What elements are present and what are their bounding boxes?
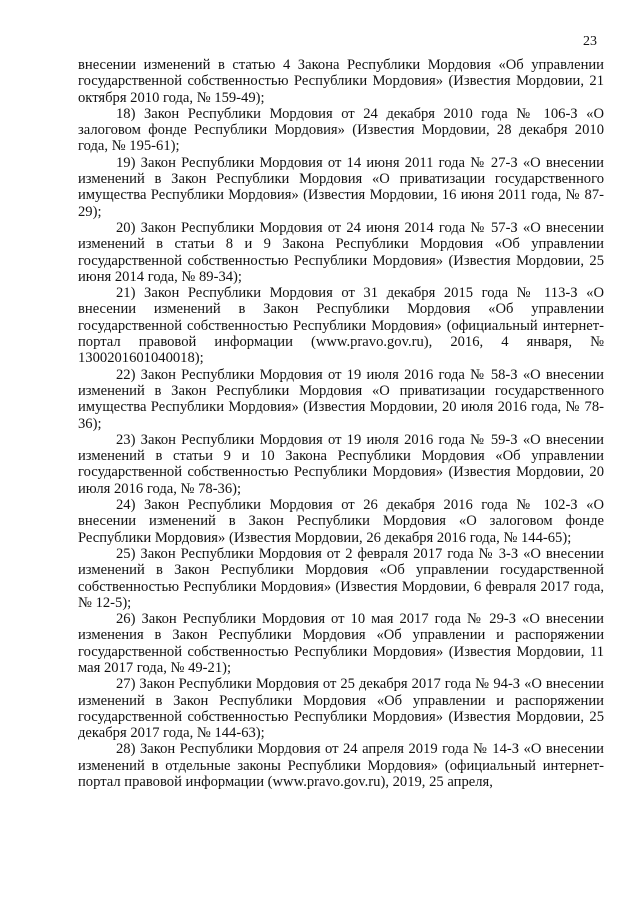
list-item-26: 26) Закон Республики Мордовия от 10 мая 2017 года № 29-З «О внесении изменения в Закон Республики Мордовия «Об управлении и распоряжении государственной собственностью Республики Мордовия» (Известия Мордовии, 11 мая 2017 года, № 49-21); xyxy=(78,611,604,676)
list-item-23: 23) Закон Республики Мордовия от 19 июля 2016 года № 59-З «О внесении изменений в статьи 9 и 10 Закона Республики Мордовия «Об управлении государственной собственностью Республики Мордовия» (Известия Мордовии, 20 июля 2016 года, № 78-36); xyxy=(78,431,604,497)
list-item-28: 28) Закон Республики Мордовия от 24 апреля 2019 года № 14-З «О внесении изменений в отдельные законы Республики Мордовия» (официальный интернет-портал правовой информации (www.pravo.gov.ru), 2019, 25 апреля, xyxy=(78,741,604,791)
paragraph-continuation: внесении изменений в статью 4 Закона Республики Мордовия «Об управлении государственной собственностью Республики Мордовия» (Известия Мордовии, 21 октября 2010 года, № 159-49); xyxy=(78,57,604,106)
list-item-19: 19) Закон Республики Мордовия от 14 июня 2011 года № 27-З «О внесении изменений в Закон Республики Мордовия «О приватизации государственного имущества Республики Мордовия» (Известия Мордовии, 16 июня 2011 года, № 87-29); xyxy=(78,154,604,220)
list-item-22: 22) Закон Республики Мордовия от 19 июля 2016 года № 58-З «О внесении изменений в Закон Республики Мордовия «О приватизации государственного имущества Республики Мордовия» (Известия Мордовии, 20 июля 2016 года, № 78-36); xyxy=(78,366,604,432)
page-number: 23 xyxy=(583,34,597,49)
list-item-25: 25) Закон Республики Мордовия от 2 февраля 2017 года № 3-З «О внесении изменений в Закон Республики Мордовия «Об управлении государственной собственностью Республики Мордовия» (Известия Мордовии, 6 февраля 2017 года, № 12-5); xyxy=(78,545,604,611)
document-body xyxy=(78,57,604,790)
list-item-21: 21) Закон Республики Мордовия от 31 декабря 2015 года № 113-З «О внесении изменений в Закон Республики Мордовия «Об управлении государственной собственностью Республики Мордовия» (официальный интернет-портал правовой информации (www.pravo.gov.ru), 2016, 4 января, № 1300201601040018); xyxy=(78,285,604,367)
list-item-18: 18) Закон Республики Мордовия от 24 декабря 2010 года № 106-З «О залоговом фонде Республики Мордовия» (Известия Мордовии, 28 декабря 2010 года, № 195-61); xyxy=(78,105,604,155)
list-item-24: 24) Закон Республики Мордовия от 26 декабря 2016 года № 102-З «О внесении изменений в Закон Республики Мордовия «О залоговом фонде Республики Мордовия» (Известия Мордовии, 26 декабря 2016 года, № 144-65); xyxy=(78,497,604,546)
list-item-20: 20) Закон Республики Мордовия от 24 июня 2014 года № 57-З «О внесении изменений в статьи 8 и 9 Закона Республики Мордовия «Об управлении государственной собственностью Республики Мордовия» (Известия Мордовии, 25 июня 2014 года, № 89-34); xyxy=(78,219,604,285)
list-item-27: 27) Закон Республики Мордовия от 25 декабря 2017 года № 94-З «О внесении изменений в Закон Республики Мордовия «Об управлении и распоряжении государственной собственностью Республики Мордовия» (Известия Мордовии, 25 декабря 2017 года, № 144-63); xyxy=(78,676,604,742)
